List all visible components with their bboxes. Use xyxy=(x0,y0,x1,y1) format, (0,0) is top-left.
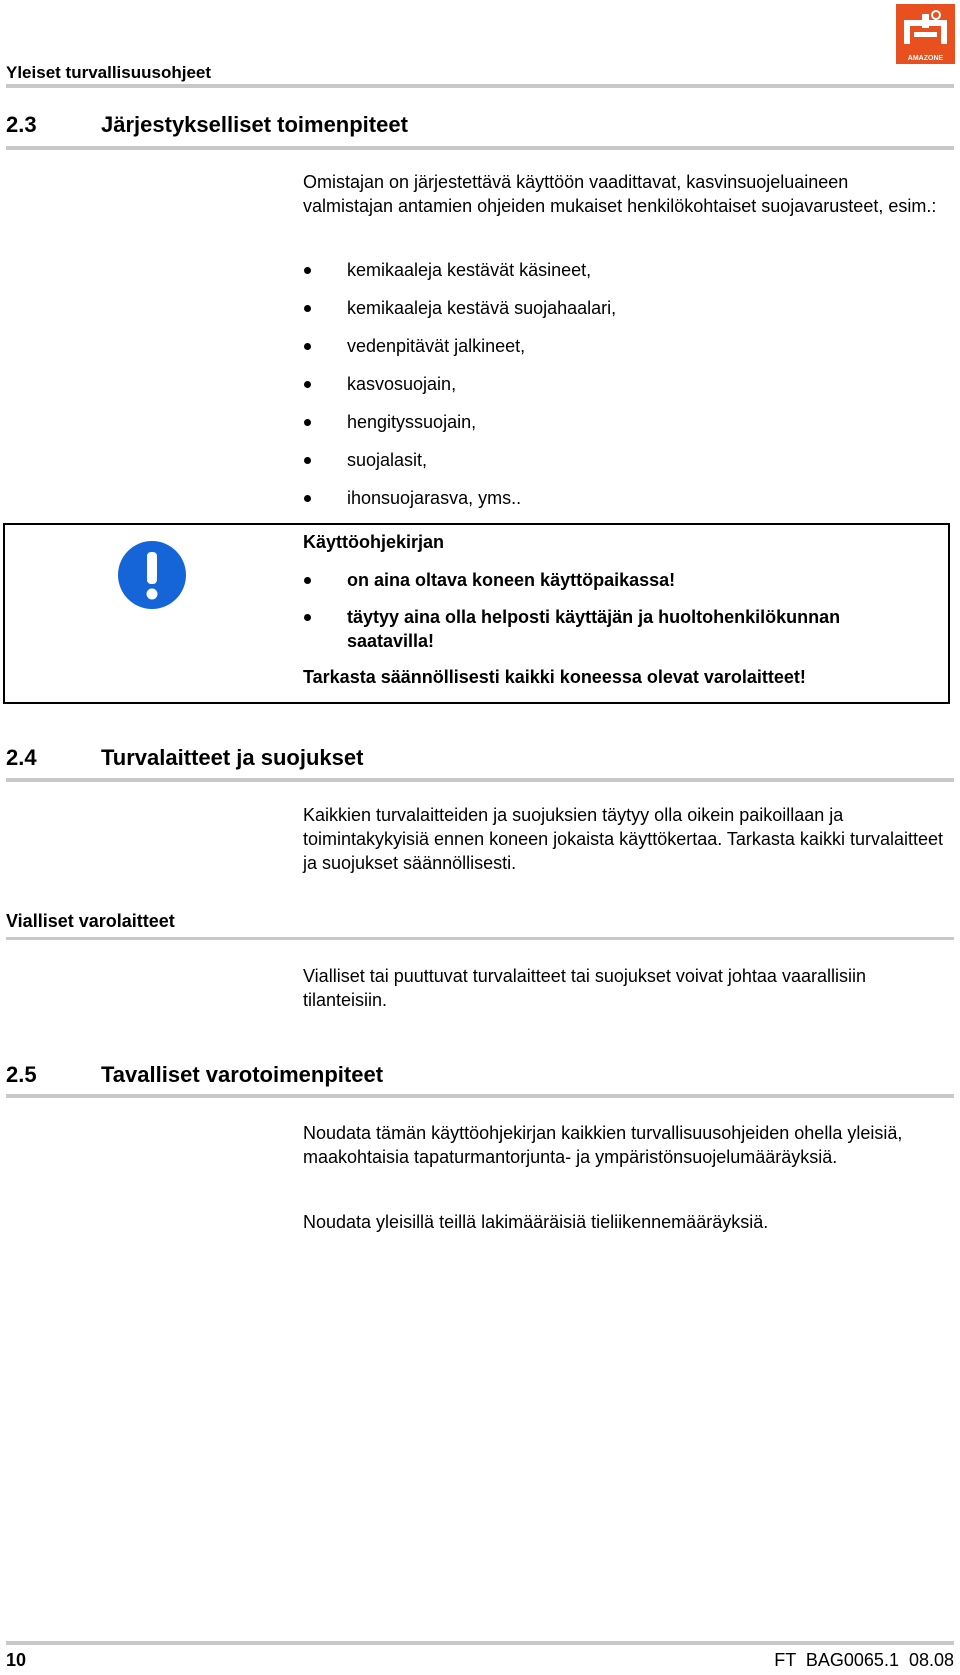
section-number: 2.4 xyxy=(6,745,37,770)
bullet-icon xyxy=(304,419,311,426)
tractor-icon xyxy=(896,4,955,64)
subheading-rule xyxy=(6,937,954,940)
section-rule xyxy=(6,778,954,782)
subheading-paragraph: Vialliset tai puuttuvat turvalaitteet tai suojukset voivat johtaa vaarallisiin tilanteisiin. xyxy=(303,966,866,1010)
bullet-icon xyxy=(304,343,311,350)
bullet-icon xyxy=(304,614,311,621)
notice-list xyxy=(300,568,930,653)
section-heading-2-5 xyxy=(6,1062,906,1090)
section-number: 2.3 xyxy=(6,112,37,137)
bullet-icon xyxy=(304,267,311,274)
list-item: täytyy aina olla helposti käyttäjän ja huoltohenkilökunnan saatavilla! xyxy=(300,605,930,653)
bullet-icon xyxy=(304,457,311,464)
logo-text: AMAZONE xyxy=(907,55,944,62)
section-2-5-paragraph-2: Noudata yleisillä teillä lakimääräisiä tieliikennemääräyksiä. xyxy=(303,1212,769,1232)
section-rule xyxy=(6,1094,954,1098)
list-item: kemikaaleja kestävä suojahaalari, xyxy=(300,296,940,320)
section-heading-2-3 xyxy=(6,112,906,140)
bullet-icon xyxy=(304,495,311,502)
amazone-logo xyxy=(896,4,955,64)
running-header-title: Yleiset turvallisuusohjeet xyxy=(6,63,212,82)
subheading-vialliset: Vialliset varolaitteet xyxy=(6,911,175,931)
notice-heading: Käyttöohjekirjan xyxy=(303,532,445,552)
intro-paragraph: Omistajan on järjestettävä käyttöön vaadittavat, kasvinsuojeluaineen valmistajan antamien ohjeiden mukaiset henkilökohtaiset suojavarusteet, esim.: xyxy=(303,172,937,216)
list-item: vedenpitävät jalkineet, xyxy=(300,334,940,358)
bullet-icon xyxy=(304,381,311,388)
section-2-4-paragraph: Kaikkien turvalaitteiden ja suojuksien täytyy olla oikein paikoillaan ja toimintakykyisiä ennen koneen jokaista käyttökertaa. Tarkasta kaikki turvalaitteet ja suojukset säännöllisesti. xyxy=(303,805,943,873)
document-code: FT BAG0065.1 08.08 xyxy=(774,1650,954,1670)
list-item: hengityssuojain, xyxy=(300,410,940,434)
equipment-list xyxy=(300,258,940,510)
section-title: Järjestykselliset toimenpiteet xyxy=(101,112,408,137)
list-item: on aina oltava koneen käyttöpaikassa! xyxy=(300,568,930,592)
section-2-5-paragraph-1: Noudata tämän käyttöohjekirjan kaikkien turvallisuusohjeiden ohella yleisiä, maakohtaisia tapaturmantorjunta- ja ympäristönsuojelumääräyksiä. xyxy=(303,1123,903,1167)
section-heading-2-4 xyxy=(6,745,906,773)
section-title: Tavalliset varotoimenpiteet xyxy=(101,1062,384,1087)
page-number: 10 xyxy=(6,1650,27,1670)
list-item: suojalasit, xyxy=(300,448,940,472)
header-rule xyxy=(6,84,954,88)
exclamation-icon xyxy=(117,540,187,610)
list-item: kemikaaleja kestävät käsineet, xyxy=(300,258,940,282)
footer-rule xyxy=(6,1641,954,1645)
notice-closing: Tarkasta säännöllisesti kaikki koneessa olevat varolaitteet! xyxy=(303,667,806,687)
bullet-icon xyxy=(304,577,311,584)
list-item: ihonsuojarasva, yms.. xyxy=(300,486,940,510)
notice-box xyxy=(3,523,950,704)
section-title: Turvalaitteet ja suojukset xyxy=(101,745,364,770)
list-item: kasvosuojain, xyxy=(300,372,940,396)
section-number: 2.5 xyxy=(6,1062,37,1087)
section-rule xyxy=(6,146,954,150)
bullet-icon xyxy=(304,305,311,312)
